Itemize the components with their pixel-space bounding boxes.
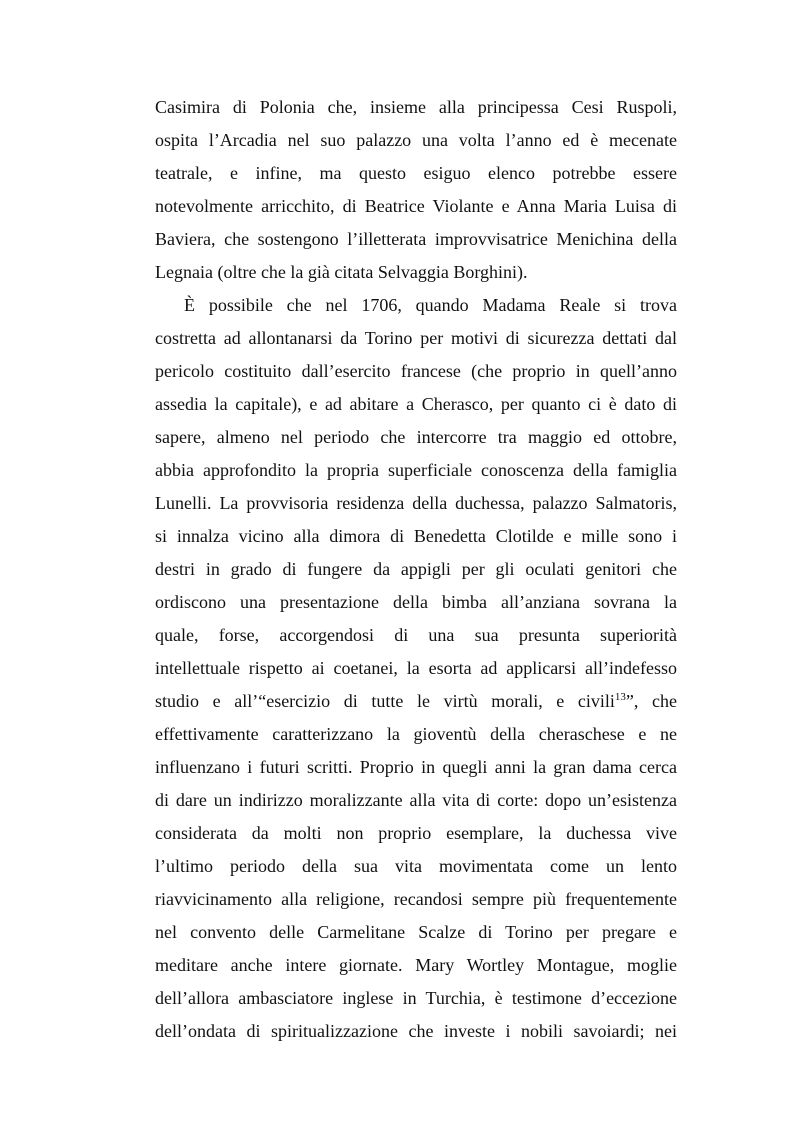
text-line: ordiscono una presentazione della bimba all’anziana sovrana la: [155, 592, 677, 612]
text-line: abbia approfondito la propria superficiale conoscenza della famiglia: [155, 460, 677, 480]
text-line: Legnaia (oltre che la già citata Selvaggia Borghini).: [155, 262, 528, 282]
text-line: quale, forse, accorgendosi di una sua presunta superiorità: [155, 625, 677, 645]
text-line: considerata da molti non proprio esemplare, la duchessa vive: [155, 823, 677, 843]
text-line: destri in grado di fungere da appigli per gli oculati genitori che: [155, 559, 677, 579]
text-line: si innalza vicino alla dimora di Benedetta Clotilde e mille sono i: [155, 526, 677, 546]
text-line: dell’ondata di spiritualizzazione che investe i nobili savoiardi; nei: [155, 1021, 677, 1041]
text-line: teatrale, e infine, ma questo esiguo elenco potrebbe essere: [155, 163, 677, 183]
text-line: meditare anche intere giornate. Mary Wortley Montague, moglie: [155, 955, 677, 975]
text-line: riavvicinamento alla religione, recandosi sempre più frequentemente: [155, 889, 677, 909]
text-line: pericolo costituito dall’esercito francese (che proprio in quell’anno: [155, 361, 677, 381]
text-line: Casimira di Polonia che, insieme alla principessa Cesi Ruspoli,: [155, 97, 677, 117]
paragraph-start-line: È possibile che nel 1706, quando Madama Reale si trova: [184, 295, 677, 315]
text-line: effettivamente caratterizzano la gioventù della cheraschese e ne: [155, 724, 677, 744]
text-line: ospita l’Arcadia nel suo palazzo una volta l’anno ed è mecenate: [155, 130, 677, 150]
text-line: costretta ad allontanarsi da Torino per motivi di sicurezza dettati dal: [155, 328, 677, 348]
text-line: sapere, almeno nel periodo che intercorre tra maggio ed ottobre,: [155, 427, 677, 447]
text-line: influenzano i futuri scritti. Proprio in quegli anni la gran dama cerca: [155, 757, 677, 777]
body-text: [155, 91, 677, 1048]
text-segment: ”, che: [625, 691, 677, 711]
text-segment: studio e all’“esercizio di tutte le virtù morali, e civili: [155, 691, 615, 711]
footnote-line: [155, 685, 677, 718]
text-line: dell’allora ambasciatore inglese in Turchia, è testimone d’eccezione: [155, 988, 677, 1008]
text-line: di dare un indirizzo moralizzante alla vita di corte: dopo un’esistenza: [155, 790, 677, 810]
text-line: Lunelli. La provvisoria residenza della duchessa, palazzo Salmatoris,: [155, 493, 677, 513]
text-line: l’ultimo periodo della sua vita movimentata come un lento: [155, 856, 677, 876]
text-line: nel convento delle Carmelitane Scalze di Torino per pregare e: [155, 922, 677, 942]
text-line: intellettuale rispetto ai coetanei, la esorta ad applicarsi all’indefesso: [155, 658, 677, 678]
footnote-marker: 13: [614, 691, 626, 703]
text-line: assedia la capitale), e ad abitare a Cherasco, per quanto ci è dato di: [155, 394, 677, 414]
text-line: Baviera, che sostengono l’illetterata improvvisatrice Menichina della: [155, 229, 677, 249]
text-line: notevolmente arricchito, di Beatrice Violante e Anna Maria Luisa di: [155, 196, 677, 216]
